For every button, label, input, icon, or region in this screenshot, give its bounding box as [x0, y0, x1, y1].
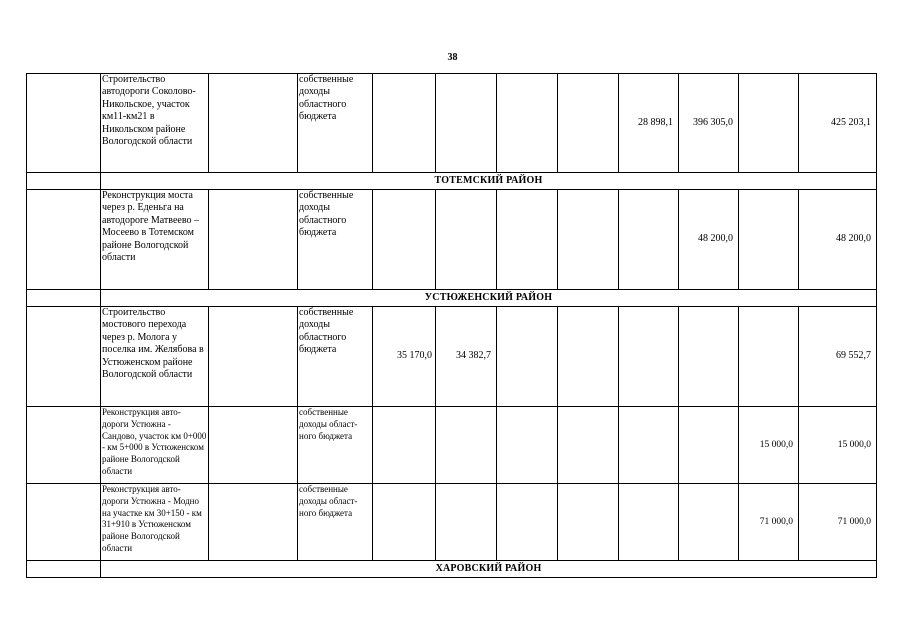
value-cell — [619, 190, 679, 290]
value-cell: 15 000,0 — [739, 407, 799, 484]
value-cell: 396 305,0 — [679, 74, 739, 173]
project-name: Реконструкция моста через р. Еденьга на автодороге Матвеево – Мосеево в Тотемском районе Вологодской области — [101, 190, 209, 290]
district-spacer-cell — [27, 173, 101, 190]
value-cell — [373, 74, 436, 173]
district-name: ХАРОВСКИЙ РАЙОН — [101, 561, 877, 578]
empty-cell — [209, 307, 298, 407]
value-cell — [619, 484, 679, 561]
district-name: УСТЮЖЕНСКИЙ РАЙОН — [101, 290, 877, 307]
project-row — [27, 190, 877, 290]
value-cell — [373, 190, 436, 290]
budget-table — [26, 73, 877, 578]
project-row — [27, 407, 877, 484]
district-spacer-cell — [27, 561, 101, 578]
district-header-row — [27, 290, 877, 307]
value-cell — [679, 307, 739, 407]
value-cell: 48 200,0 — [679, 190, 739, 290]
value-cell — [558, 484, 619, 561]
total-value-cell: 48 200,0 — [799, 190, 877, 290]
value-cell — [436, 190, 497, 290]
total-value-cell: 425 203,1 — [799, 74, 877, 173]
district-spacer-cell — [27, 290, 101, 307]
value-cell — [679, 407, 739, 484]
value-cell — [739, 190, 799, 290]
empty-cell — [209, 484, 298, 561]
value-cell — [436, 484, 497, 561]
value-cell — [558, 190, 619, 290]
district-header-row — [27, 173, 877, 190]
value-cell — [373, 407, 436, 484]
value-cell — [558, 74, 619, 173]
page-number: 38 — [447, 52, 458, 63]
value-cell — [679, 484, 739, 561]
value-cell — [436, 74, 497, 173]
district-header-row — [27, 561, 877, 578]
funding-source: собственные доходы област-ного бюджета — [298, 484, 373, 561]
empty-cell — [209, 74, 298, 173]
value-cell — [373, 484, 436, 561]
funding-source: собственные доходы областного бюджета — [298, 74, 373, 173]
project-name: Реконструкция авто-дороги Устюжна - Сандово, участок км 0+000 - км 5+000 в Устюженском районе Вологодской области — [101, 407, 209, 484]
total-value-cell: 15 000,0 — [799, 407, 877, 484]
empty-number-cell — [27, 74, 101, 173]
project-row — [27, 484, 877, 561]
empty-number-cell — [27, 307, 101, 407]
value-cell — [436, 407, 497, 484]
value-cell — [497, 484, 558, 561]
value-cell — [497, 307, 558, 407]
value-cell — [619, 407, 679, 484]
total-value-cell: 69 552,7 — [799, 307, 877, 407]
value-cell: 28 898,1 — [619, 74, 679, 173]
value-cell — [739, 307, 799, 407]
empty-number-cell — [27, 190, 101, 290]
project-row — [27, 307, 877, 407]
empty-number-cell — [27, 484, 101, 561]
funding-source: собственные доходы областного бюджета — [298, 307, 373, 407]
total-value-cell: 71 000,0 — [799, 484, 877, 561]
project-name: Строительство автодороги Соколово-Никольское, участок км11-км21 в Никольском районе Вологодской области — [101, 74, 209, 173]
project-name: Строительство мостового перехода через р. Молога у поселка им. Желябова в Устюженском районе Вологодской области — [101, 307, 209, 407]
funding-source: собственные доходы област-ного бюджета — [298, 407, 373, 484]
empty-cell — [209, 190, 298, 290]
funding-source: собственные доходы областного бюджета — [298, 190, 373, 290]
value-cell: 71 000,0 — [739, 484, 799, 561]
value-cell — [497, 74, 558, 173]
value-cell — [497, 190, 558, 290]
empty-cell — [209, 407, 298, 484]
value-cell — [619, 307, 679, 407]
district-name: ТОТЕМСКИЙ РАЙОН — [101, 173, 877, 190]
project-row — [27, 74, 877, 173]
value-cell — [739, 74, 799, 173]
value-cell — [497, 407, 558, 484]
empty-number-cell — [27, 407, 101, 484]
value-cell: 34 382,7 — [436, 307, 497, 407]
value-cell: 35 170,0 — [373, 307, 436, 407]
value-cell — [558, 307, 619, 407]
project-name: Реконструкция авто-дороги Устюжна - Модно на участке км 30+150 - км 31+910 в Устюженском районе Вологодской области — [101, 484, 209, 561]
value-cell — [558, 407, 619, 484]
